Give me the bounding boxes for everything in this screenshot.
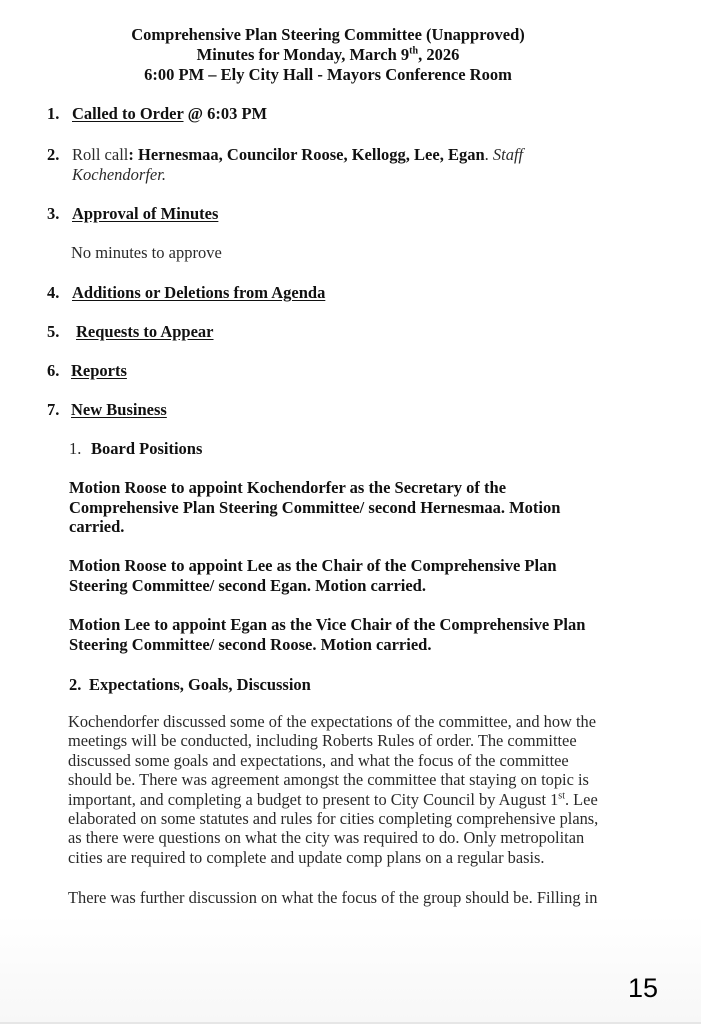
agenda-number: 2.: [47, 145, 60, 164]
agenda-number: 3.: [47, 204, 60, 223]
discussion-paragraph-continued: There was further discussion on what the focus of the group should be. Filling in: [68, 888, 598, 907]
agenda-number: 6.: [47, 361, 60, 380]
roll-call-members: Hernesmaa, Councilor Roose, Kellogg, Lee, Egan: [133, 145, 485, 164]
page-number: 15: [628, 973, 659, 1003]
meeting-location: 6:00 PM – Ely City Hall - Mayors Conference Room: [144, 65, 512, 84]
agenda-heading: Called to Order: [72, 104, 184, 123]
document-title: Comprehensive Plan Steering Committee (Unapproved): [131, 25, 525, 44]
roll-call-label: Roll call: [72, 145, 129, 164]
document-page: Comprehensive Plan Steering Committee (Unapproved) Minutes for Monday, March 9th, 2026 6:00 PM – Ely City Hall - Mayors Conference Room 1. Called to Order @ 6:03 PM 2. Roll call: Hernesmaa, Councilor Roose, Kellogg, Lee, Egan. Staff Kochendorfer. 3. Approval of Minutes No minutes to approve 4. Additions or Deletions from Agenda 5. Requests to Appear 6. Reports 7. New Business 1. Board Positions Motion Roose to appoint Kochendorfer as the Secretary of the Comprehensive Plan Steering Committee/ second Hernesmaa. Motion carried. Motion Roose to appoint Lee as the Chair of the Comprehensive Plan Steering Committee/ second Egan. Motion carried. Motion Lee to appoint Egan as the Vice Chair of the Comprehensive Plan Steering Committee/ second Roose. Motion carried. 2. Expectations, Goals, Discussion Kochendorfer discussed some of the expectations of the committee, and how the meetings will be conducted, including Roberts Rules of order. The committee discussed some goals and expectations, and what the focus of the committee should be. There was agreement amongst the committee that staying on topic is important, and completing a budget to present to City Council by August 1st. Lee elaborated on some statutes and rules for cities completing comprehensive plans, as there were questions on what the city was required to do. Only metropolitan cities are required to complete and update comp plans on a regular basis. There was further discussion on what the focus of the group should be. Filling in 15: [0, 0, 701, 1024]
motion-chair: Motion Roose to appoint Lee as the Chair of the Comprehensive Plan Steering Committee/ second Egan. Motion carried.: [69, 556, 557, 595]
agenda-heading: Approval of Minutes: [72, 204, 219, 223]
agenda-number: 5.: [47, 322, 60, 341]
agenda-heading: Reports: [71, 361, 127, 380]
call-time: @ 6:03 PM: [183, 104, 268, 123]
agenda-heading: Requests to Appear: [76, 322, 214, 341]
staff-name: Kochendorfer.: [72, 165, 166, 184]
agenda-heading: Additions or Deletions from Agenda: [72, 283, 326, 302]
agenda-heading: New Business: [71, 400, 167, 419]
discussion-paragraph: Kochendorfer discussed some of the expectations of the committee, and how the meetings will be conducted, including Roberts Rules of order. The committee discussed some goals and expectations, and what the focus of the committee should be. There was agreement amongst the committee that staying on topic is important, and completing a budget to present to City Council by August 1st. Lee elaborated on some statutes and rules for cities completing comprehensive plans, as there were questions on what the city was required to do. Only metropolitan cities are required to complete and update comp plans on a regular basis.: [68, 712, 599, 867]
subsection-title: Expectations, Goals, Discussion: [89, 675, 311, 694]
subsection-number: 2.: [69, 675, 82, 694]
agenda-number: 4.: [47, 283, 60, 302]
motion-secretary: Motion Roose to appoint Kochendorfer as the Secretary of the Comprehensive Plan Steering Committee/ second Hernesmaa. Motion carried.: [69, 478, 561, 536]
subsection-number: 1.: [69, 439, 82, 458]
staff-label: Staff: [488, 145, 524, 164]
minutes-header: [0, 25, 656, 85]
agenda-number: 7.: [47, 400, 60, 419]
meeting-date: Minutes for Monday, March 9th, 2026: [196, 45, 460, 64]
minutes-note: No minutes to approve: [71, 243, 222, 262]
agenda-number: 1.: [47, 104, 60, 123]
page-bottom-fade: [0, 915, 701, 1022]
subsection-title: Board Positions: [91, 439, 203, 458]
motion-vice-chair: Motion Lee to appoint Egan as the Vice Chair of the Comprehensive Plan Steering Committee/ second Roose. Motion carried.: [69, 615, 586, 654]
